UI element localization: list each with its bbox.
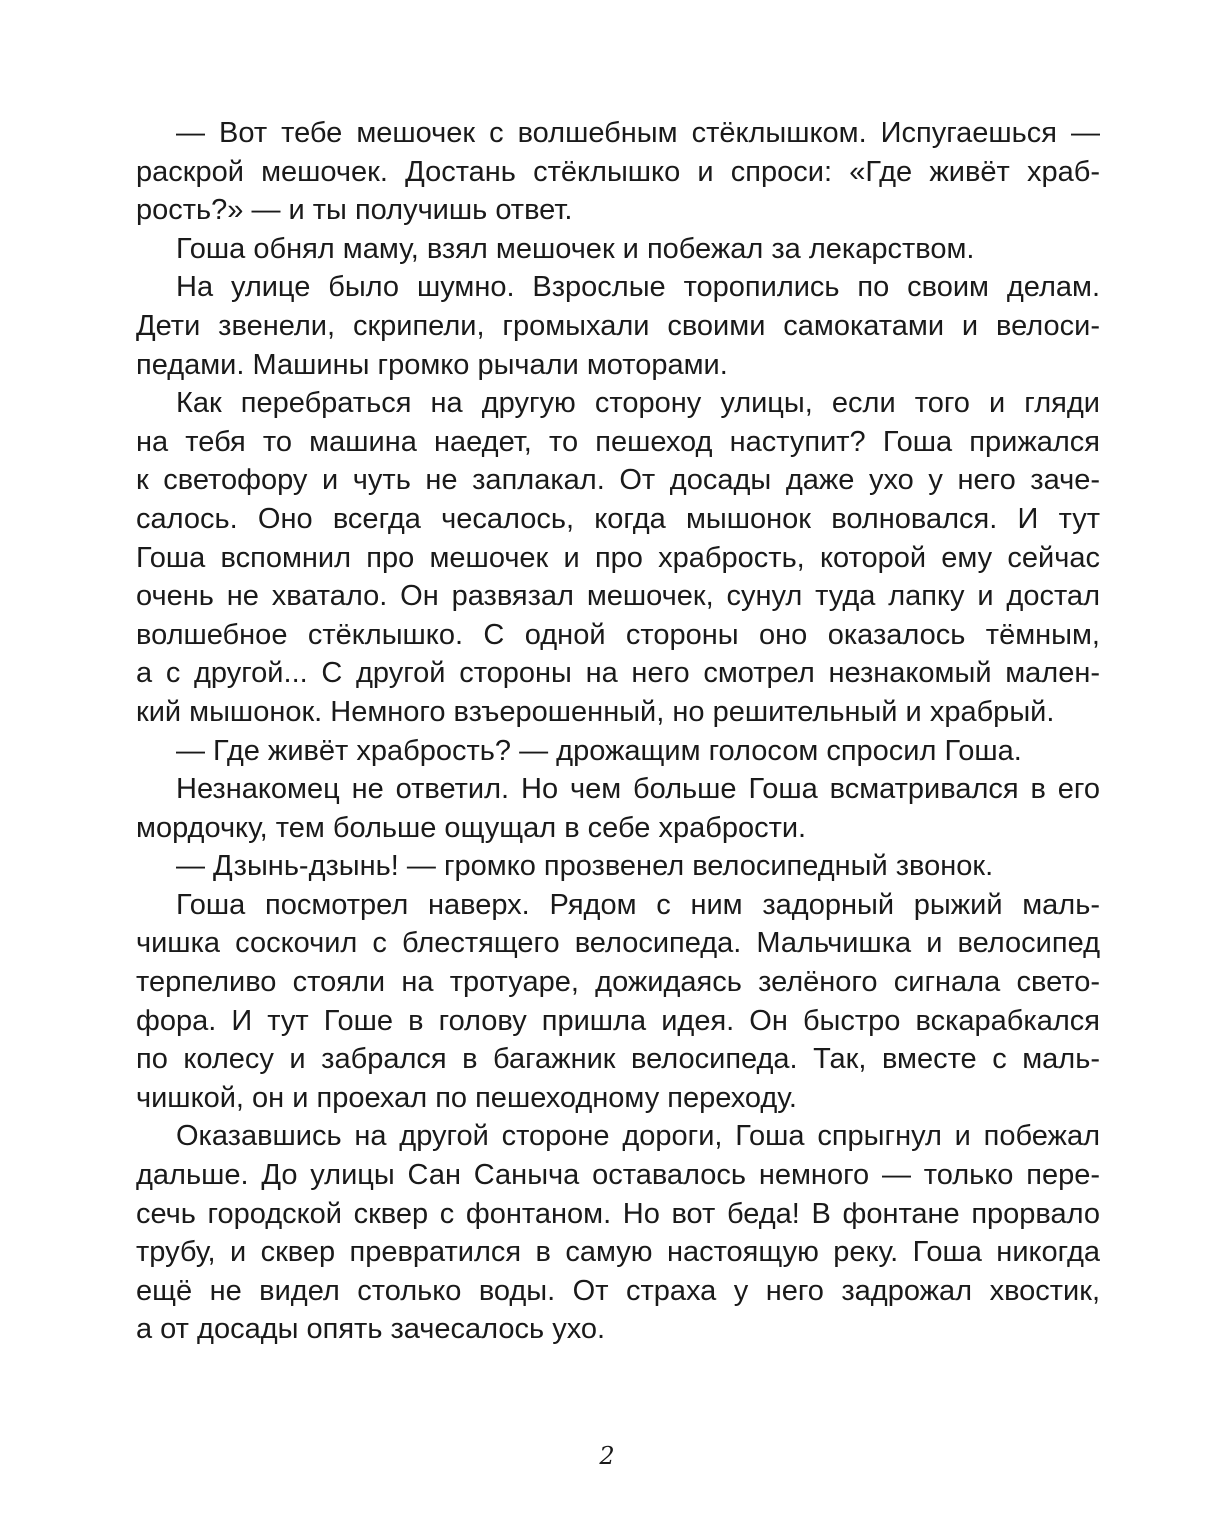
text-line: дальше. До улицы Сан Саныча оставалось немного — только пере- — [136, 1159, 1100, 1192]
text-line: Оказавшись на другой стороне дороги, Гоша спрыгнул и побежал — [176, 1120, 1100, 1153]
text-line: Как перебраться на другую сторону улицы, если того и гляди — [176, 387, 1100, 420]
text-line: к светофору и чуть не заплакал. От досады даже ухо у него заче- — [136, 464, 1100, 497]
text-line: чишкой, он и проехал по пешеходному переходу. — [136, 1081, 797, 1114]
text-line: педами. Машины громко рычали моторами. — [136, 348, 728, 381]
text-line: волшебное стёклышко. С одной стороны оно оказалось тёмным, — [136, 618, 1100, 651]
text-line: по колесу и забрался в багажник велосипеда. Так, вместе с маль- — [136, 1043, 1100, 1076]
text-line: Дети звенели, скрипели, громыхали своими самокатами и велоси- — [136, 309, 1100, 342]
text-line: Гоша посмотрел наверх. Рядом с ним задорный рыжий маль- — [176, 888, 1100, 921]
text-line: сечь городской сквер с фонтаном. Но вот беда! В фонтане прорвало — [136, 1197, 1100, 1230]
text-line: — Где живёт храбрость? — дрожащим голосом спросил Гоша. — [176, 734, 1022, 767]
text-line: Гоша вспомнил про мешочек и про храбрость, которой ему сейчас — [136, 541, 1100, 574]
text-line: фора. И тут Гоше в голову пришла идея. Он быстро вскарабкался — [136, 1004, 1100, 1037]
text-line: — Вот тебе мешочек с волшебным стёклышком. Испугаешься — — [176, 117, 1100, 149]
text-line: кий мышонок. Немного взъерошенный, но решительный и храбрый. — [136, 695, 1055, 728]
text-line: На улице было шумно. Взрослые торопились по своим делам. — [176, 271, 1100, 304]
text-line: Гоша обнял маму, взял мешочек и побежал за лекарством. — [176, 232, 975, 265]
text-line: чишка соскочил с блестящего велосипеда. Мальчишка и велосипед — [136, 927, 1100, 960]
text-line: терпеливо стояли на тротуаре, дожидаясь зелёного сигнала свето- — [136, 966, 1100, 999]
text-line: а от досады опять зачесалось ухо. — [136, 1313, 606, 1346]
text-line: мордочку, тем больше ощущал в себе храбрости. — [136, 811, 807, 844]
text-line: на тебя то машина наедет, то пешеход наступит? Гоша прижался — [136, 425, 1100, 458]
text-line: салось. Оно всегда чесалось, когда мышонок волновался. И тут — [136, 502, 1100, 535]
story-text — [136, 114, 1100, 1349]
text-line: рость?» — и ты получишь ответ. — [136, 194, 573, 227]
text-line: раскрой мешочек. Достань стёклышко и спроси: «Где живёт храб- — [136, 155, 1100, 188]
text-line: Незнакомец не ответил. Но чем больше Гоша всматривался в его — [176, 773, 1100, 806]
text-line: ещё не видел столько воды. От страха у него задрожал хвостик, — [136, 1274, 1100, 1307]
text-line: — Дзынь-дзынь! — громко прозвенел велосипедный звонок. — [176, 850, 994, 883]
text-line: трубу, и сквер превратился в самую настоящую реку. Гоша никогда — [136, 1236, 1100, 1269]
text-line: очень не хватало. Он развязал мешочек, сунул туда лапку и достал — [136, 580, 1100, 613]
text-line: а с другой... С другой стороны на него смотрел незнакомый мален- — [136, 657, 1100, 690]
page-number: 2 — [599, 1442, 615, 1470]
